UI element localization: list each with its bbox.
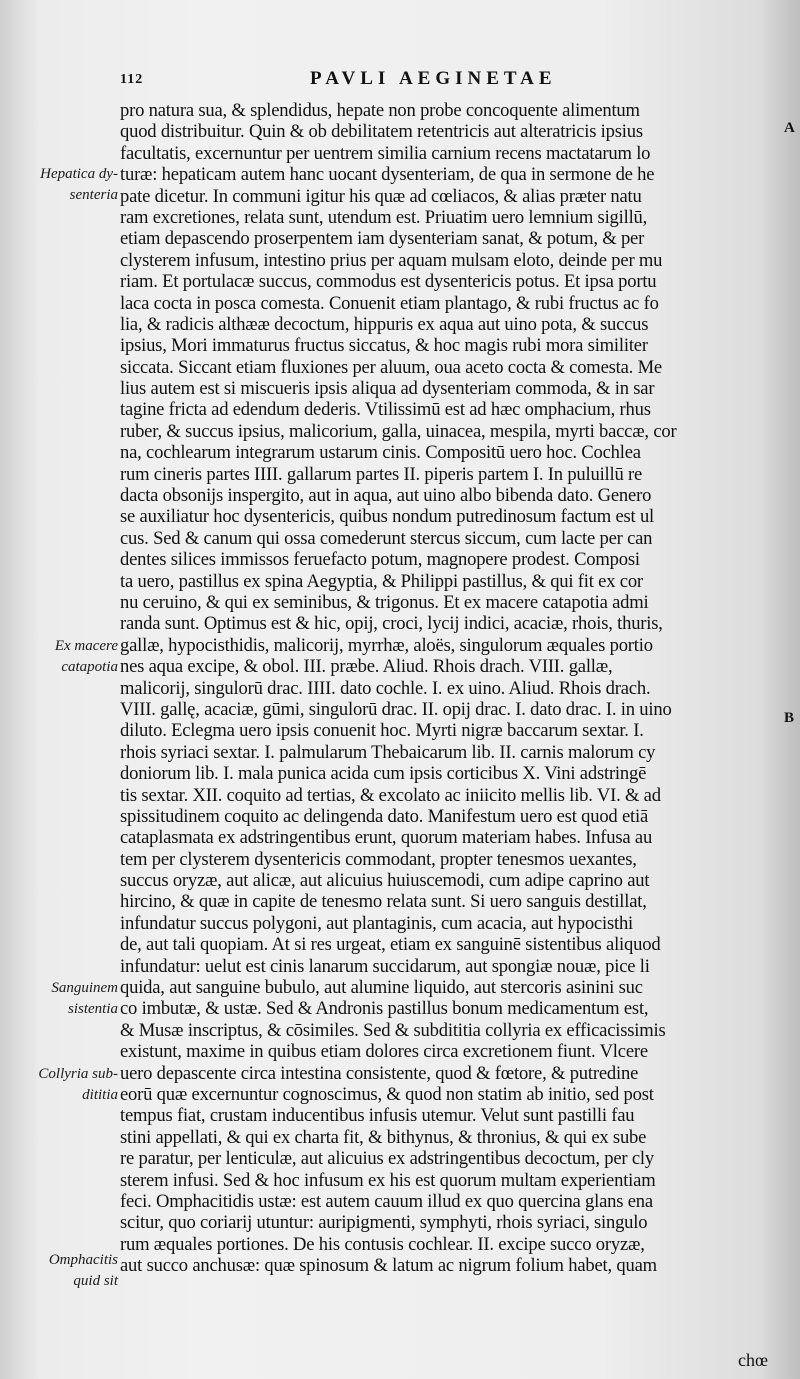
text-line: nes aqua excipe, & obol. III. præbe. Aliud. Rhois drach. VIII. gallæ, bbox=[120, 656, 613, 678]
page-number: 112 bbox=[120, 72, 144, 87]
running-title: PAVLI AEGINETAE bbox=[310, 68, 557, 89]
text-line: quod distribuitur. Quin & ob debilitatem retentricis aut alteratricis ipsius bbox=[120, 121, 643, 143]
catchword: chœ bbox=[738, 1350, 768, 1370]
text-line: scitur, quo coriarij utuntur: auripigmenti, symphyti, rhois syriaci, singulo bbox=[120, 1212, 648, 1234]
text-line: dentes silices immissos feruefacto potum, magnopere prodest. Composi bbox=[120, 549, 640, 571]
text-line: spissitudinem coquito ac delingenda dato. Manifestum uero est quod etiā bbox=[120, 805, 648, 827]
text-line: rum æquales portiones. De his contusis cochlear. II. excipe succo oryzæ, bbox=[120, 1233, 645, 1255]
margin-note-line: senteria bbox=[69, 187, 118, 203]
text-line: turæ: hepaticam autem hanc uocant dysenteriam, de qua in sermone de he bbox=[120, 164, 655, 186]
text-line: dacta obsonijs inspergito, aut in aqua, aut uino albo bibenda dato. Genero bbox=[120, 485, 652, 507]
margin-note-line: sistentia bbox=[67, 1001, 118, 1017]
text-line: stini appellati, & qui ex charta fit, & bithynus, & thronius, & qui ex sube bbox=[120, 1126, 647, 1148]
margin-note-line: Hepatica dy- bbox=[40, 166, 118, 182]
text-line: infundatur: uelut est cinis lanarum succidarum, aut spongiæ nouæ, pice li bbox=[120, 955, 650, 977]
text-line: re paratur, per lenticulæ, aut alicuius ex adstringentibus decoctum, per cly bbox=[120, 1148, 654, 1170]
text-line: & Musæ inscriptus, & cōsimiles. Sed & subdititia collyria ex efficacissimis bbox=[120, 1019, 666, 1041]
text-line: pate dicetur. In communi igitur his quæ ad cœliacos, & alias præter natu bbox=[120, 185, 642, 207]
text-line: quida, aut sanguine bubulo, aut alumine liquido, aut stercoris asinini suc bbox=[120, 977, 643, 999]
text-line: tempus fiat, crustam inducentibus infusis utemur. Velut sunt pastilli fau bbox=[120, 1105, 635, 1127]
text-line: existunt, maxime in quibus etiam dolores circa excretionem fiunt. Vlcere bbox=[120, 1041, 648, 1063]
margin-letter-b: B bbox=[784, 710, 795, 726]
text-line: ta uero, pastillus ex spina Aegyptia, & Philippi pastillus, & qui fit ex cor bbox=[120, 570, 643, 592]
text-line: etiam depascendo proserpentem iam dysenteriam sanat, & potum, & per bbox=[120, 228, 645, 250]
text-line: rum cineris partes IIII. gallarum partes II. piperis partem I. In puluillū re bbox=[120, 463, 643, 485]
text-line: cataplasmata ex adstringentibus erunt, quorum materiam habes. Infusa au bbox=[120, 827, 653, 849]
text-line: sterem infusi. Sed & hoc infusum ex his est quorum multam experientiam bbox=[120, 1169, 656, 1191]
text-line: randa sunt. Optimus est & hic, opij, croci, lycij indici, acaciæ, rhois, thuris, bbox=[120, 613, 663, 635]
margin-note-collyria bbox=[12, 1064, 118, 1106]
text-line: diluto. Eclegma uero ipsis conuenit hoc. Myrti nigræ baccarum sextar. I. bbox=[120, 720, 644, 742]
text-line: tis sextar. XII. coquito ad tertias, & excolato ac iniicito mellis lib. VI. & ad bbox=[120, 784, 661, 806]
text-line: rhois syriaci sextar. I. palmularum Thebaicarum lib. II. carnis malorum cy bbox=[120, 741, 656, 763]
margin-note-catapotia bbox=[12, 636, 118, 678]
running-head bbox=[120, 68, 760, 98]
margin-note-line: Collyria sub- bbox=[38, 1066, 118, 1082]
margin-note-line: quid sit bbox=[73, 1273, 118, 1289]
text-line: malicorij, singulorū drac. IIII. dato cochle. I. ex uino. Aliud. Rhois drach. bbox=[120, 677, 651, 699]
text-line: lius autem est si miscueris ipsis aliqua ad dysenteriam commoda, & in sar bbox=[120, 378, 655, 400]
text-line: riam. Et portulacæ succus, commodus est dysentericis potus. Et ipsa portu bbox=[120, 271, 657, 293]
margin-note-sanguinem bbox=[12, 978, 118, 1020]
text-line: co imbutæ, & ustæ. Sed & Andronis pastillus bonum medicamentum est, bbox=[120, 998, 649, 1020]
text-line: laca cocta in posca comesta. Conuenit etiam plantago, & rubi fructus ac fo bbox=[120, 292, 659, 314]
text-line: gallæ, hypocisthidis, malicorij, myrrhæ, aloës, singulorum æquales portio bbox=[120, 634, 653, 656]
text-line: ruber, & succus ipsius, malicorium, galla, uinacea, mespila, myrti baccæ, cor bbox=[120, 420, 677, 442]
text-line: doniorum lib. I. mala punica acida cum ipsis corticibus X. Vini adstringē bbox=[120, 763, 647, 785]
margin-note-hepatica bbox=[12, 164, 118, 206]
text-line: tagine fricta ad edendum dederis. Vtilissimū est ad hæc omphacium, rhus bbox=[120, 399, 651, 421]
text-line: facultatis, excernuntur per uentrem similia carnium recens mactatarum lo bbox=[120, 142, 651, 164]
margin-note-line: catapotia bbox=[61, 659, 118, 675]
text-line: VIII. gallę, acaciæ, gūmi, singulorū drac. II. opij drac. I. dato drac. I. in uino bbox=[120, 698, 672, 720]
margin-note-line: dititia bbox=[82, 1087, 118, 1103]
margin-note-omphacitis bbox=[12, 1250, 118, 1292]
text-line: nu ceruino, & qui ex seminibus, & trigonus. Et ex macere catapotia admi bbox=[120, 591, 649, 613]
text-line: succus oryzæ, aut alicæ, aut alicuius huiuscemodi, cum adipe caprino aut bbox=[120, 870, 650, 892]
text-line: infundatur succus polygoni, aut plantaginis, cum acacia, aut hypocisthi bbox=[120, 912, 634, 934]
text-line: siccata. Siccant etiam fluxiones per aluum, oua aceto cocta & comesta. Me bbox=[120, 356, 662, 378]
body-text bbox=[120, 100, 770, 1276]
text-line: ipsius, Mori immaturus fructus siccatus, & hoc magis rubi mora similiter bbox=[120, 335, 648, 357]
text-line: feci. Omphacitidis ustæ: est autem cauum illud ex quo quercina glans ena bbox=[120, 1190, 653, 1212]
text-line: pro natura sua, & splendidus, hepate non probe concoquente alimentum bbox=[120, 100, 640, 121]
margin-letter-a: A bbox=[784, 120, 795, 136]
margin-note-line: Ex macere bbox=[54, 638, 118, 654]
text-line: cus. Sed & canum qui ossa comederunt stercus siccum, cum lacte per can bbox=[120, 527, 653, 549]
text-line: de, aut tali quopiam. At si res urgeat, etiam ex sanguinē sistentibus aliquod bbox=[120, 934, 661, 956]
text-line: eorū quæ excernuntur cognoscimus, & quod non statim ab initio, sed post bbox=[120, 1083, 654, 1105]
text-line: ram excretiones, relata sunt, utendum est. Priuatim uero lemnium sigillū, bbox=[120, 206, 648, 228]
text-line: uero depascente circa intestina consistente, quod & fœtore, & putredine bbox=[120, 1062, 639, 1084]
margin-note-line: Sanguinem bbox=[51, 980, 118, 996]
margin-note-line: Omphacitis bbox=[48, 1252, 118, 1268]
text-line: lia, & radicis althææ decoctum, hippuris ex aqua aut uino pota, & succus bbox=[120, 313, 649, 335]
text-line: tem per clysterem dysentericis commodant, propter tenesmos uexantes, bbox=[120, 848, 637, 870]
text-line: clysterem infusum, intestino prius per aquam mulsam eloto, deinde per mu bbox=[120, 249, 663, 271]
text-line: hircino, & quæ in capite de tenesmo relata sunt. Si uero sanguis destillat, bbox=[120, 891, 647, 913]
text-line: aut succo anchusæ: quæ spinosum & latum ac nigrum folium habet, quam bbox=[120, 1255, 657, 1277]
text-line: se auxiliatur hoc dysentericis, quibus nondum putredinosum factum est ul bbox=[120, 506, 655, 528]
text-line: na, cochlearum integrarum ustarum cinis. Compositū uero hoc. Cochlea bbox=[120, 442, 641, 464]
